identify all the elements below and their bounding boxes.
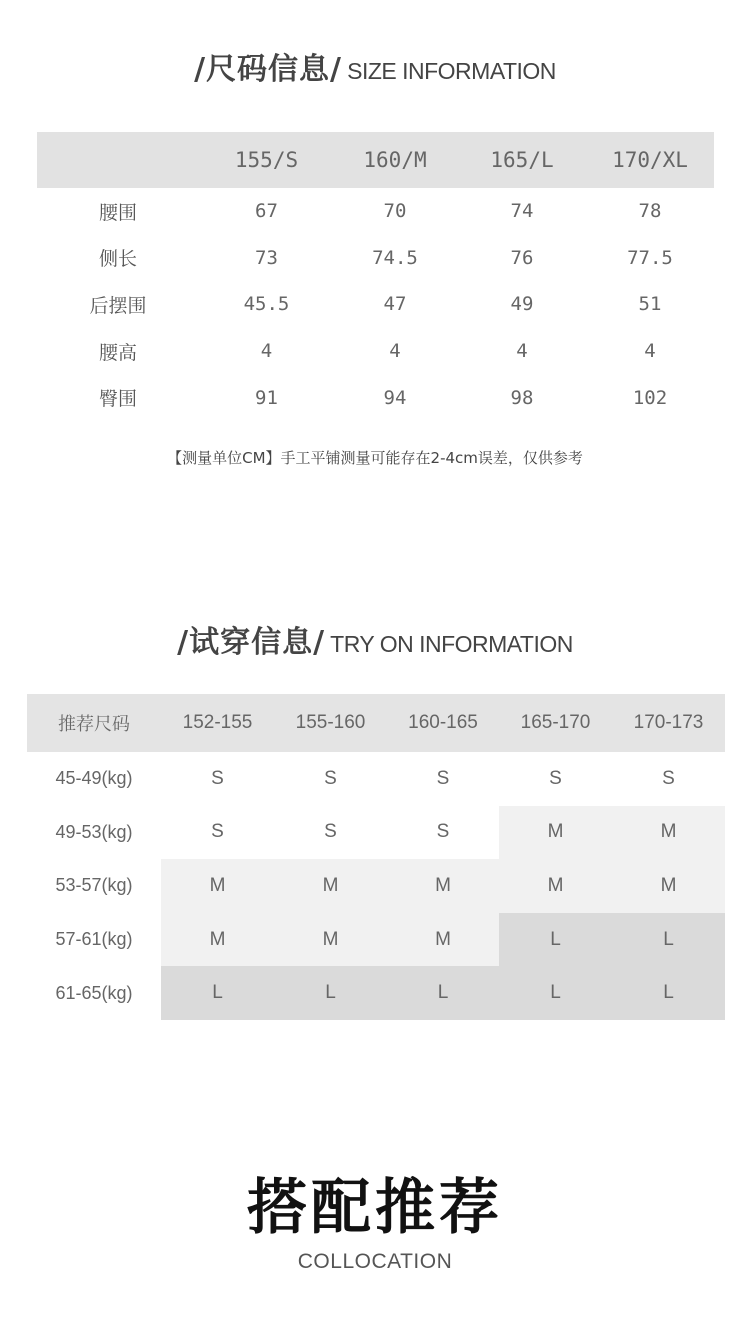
- size-header-cell: 155/S: [234, 148, 299, 172]
- size-cell: 77.5: [627, 246, 673, 269]
- try-cell: S: [387, 806, 499, 860]
- try-cell: S: [161, 752, 274, 806]
- try-header-cell: 165-170: [520, 712, 591, 733]
- try-header-cell: 155-160: [295, 712, 366, 733]
- size-row-label: 后摆围: [89, 294, 147, 317]
- try-header-cell: 152-155: [182, 712, 253, 733]
- try-cell: S: [274, 806, 387, 860]
- try-cell: M: [274, 913, 387, 967]
- size-cell: 70: [383, 200, 407, 223]
- try-header-corner: 推荐尺码: [58, 714, 130, 735]
- size-row-label: 臀围: [98, 388, 137, 411]
- size-cell: 4: [260, 340, 273, 363]
- try-cell: L: [274, 966, 387, 1020]
- size-row-label: 腰围: [98, 201, 137, 224]
- size-cell: 45.5: [243, 293, 290, 316]
- try-on-title-cn: /试穿信息/: [177, 625, 326, 660]
- try-row-label: 45-49(kg): [55, 768, 133, 789]
- try-on-title-en: TRY ON INFORMATION: [330, 631, 573, 657]
- try-cell: L: [387, 966, 499, 1020]
- size-cell: 67: [255, 200, 278, 223]
- size-header-corner: [37, 132, 199, 188]
- try-row: [27, 913, 725, 967]
- try-row-label: 49-53(kg): [55, 821, 133, 842]
- try-row: [27, 859, 725, 913]
- try-row: [27, 966, 725, 1020]
- size-cell: 73: [255, 246, 278, 269]
- size-header-cell: 165/L: [490, 148, 554, 172]
- try-row-label: 61-65(kg): [55, 982, 133, 1003]
- try-cell: M: [161, 859, 274, 913]
- try-cell: M: [612, 806, 725, 860]
- size-table: [37, 132, 714, 421]
- size-cell: 78: [638, 200, 662, 223]
- collocation-subtitle: COLLOCATION: [297, 1250, 453, 1273]
- try-table-header: [27, 694, 725, 752]
- try-cell: S: [161, 806, 274, 860]
- try-cell: L: [499, 913, 612, 967]
- size-cell: 4: [389, 340, 401, 363]
- try-cell: S: [274, 752, 387, 806]
- size-table-header: [37, 132, 714, 188]
- collocation-title: 搭配推荐: [247, 1173, 503, 1243]
- size-cell: 74.5: [372, 246, 418, 269]
- size-row: [37, 188, 714, 235]
- size-row-label: 腰高: [98, 341, 137, 364]
- size-info-title-en: SIZE INFORMATION: [347, 58, 556, 84]
- try-cell: S: [499, 752, 612, 806]
- size-cell: 76: [510, 246, 534, 269]
- size-header-cell: 170/XL: [612, 148, 688, 172]
- size-cell: 51: [638, 293, 662, 316]
- size-cell: 49: [510, 293, 534, 316]
- size-row: [37, 281, 714, 328]
- size-row: [37, 235, 714, 282]
- try-cell: L: [499, 966, 612, 1020]
- size-cell: 47: [383, 293, 407, 316]
- try-row-label: 57-61(kg): [55, 929, 133, 950]
- try-cell: S: [612, 752, 725, 806]
- try-cell: M: [161, 913, 274, 967]
- try-cell: M: [387, 859, 499, 913]
- try-cell: M: [612, 859, 725, 913]
- try-header-cell: 160-165: [408, 712, 478, 733]
- try-header-cell: 170-173: [633, 712, 704, 733]
- size-row: [37, 374, 714, 421]
- size-info-title: [0, 44, 750, 88]
- size-header-cell: 160/M: [363, 148, 427, 172]
- size-cell: 74: [510, 200, 534, 223]
- size-info-title-cn: /尺码信息/: [194, 52, 343, 87]
- measurement-note: 【测量单位CM】手工平铺测量可能存在2-4cm误差，仅供参考: [167, 449, 583, 467]
- try-row: [27, 752, 725, 806]
- try-on-title: [0, 617, 750, 661]
- try-cell: M: [499, 859, 612, 913]
- size-cell: 91: [255, 386, 278, 409]
- size-row: [37, 328, 714, 375]
- size-row-label: 侧长: [98, 248, 137, 271]
- try-cell: L: [612, 966, 725, 1020]
- try-cell: S: [387, 752, 499, 806]
- try-row-label: 53-57(kg): [55, 875, 133, 896]
- try-cell: M: [387, 913, 499, 967]
- try-cell: M: [499, 806, 612, 860]
- size-cell: 98: [510, 386, 534, 409]
- try-row: [27, 806, 725, 860]
- try-cell: M: [274, 859, 387, 913]
- size-cell: 4: [516, 340, 528, 363]
- try-cell: L: [612, 913, 725, 967]
- size-cell: 102: [632, 386, 668, 409]
- try-on-table: [27, 694, 725, 1020]
- size-cell: 4: [644, 340, 656, 363]
- size-cell: 94: [383, 386, 407, 409]
- try-cell: L: [161, 966, 274, 1020]
